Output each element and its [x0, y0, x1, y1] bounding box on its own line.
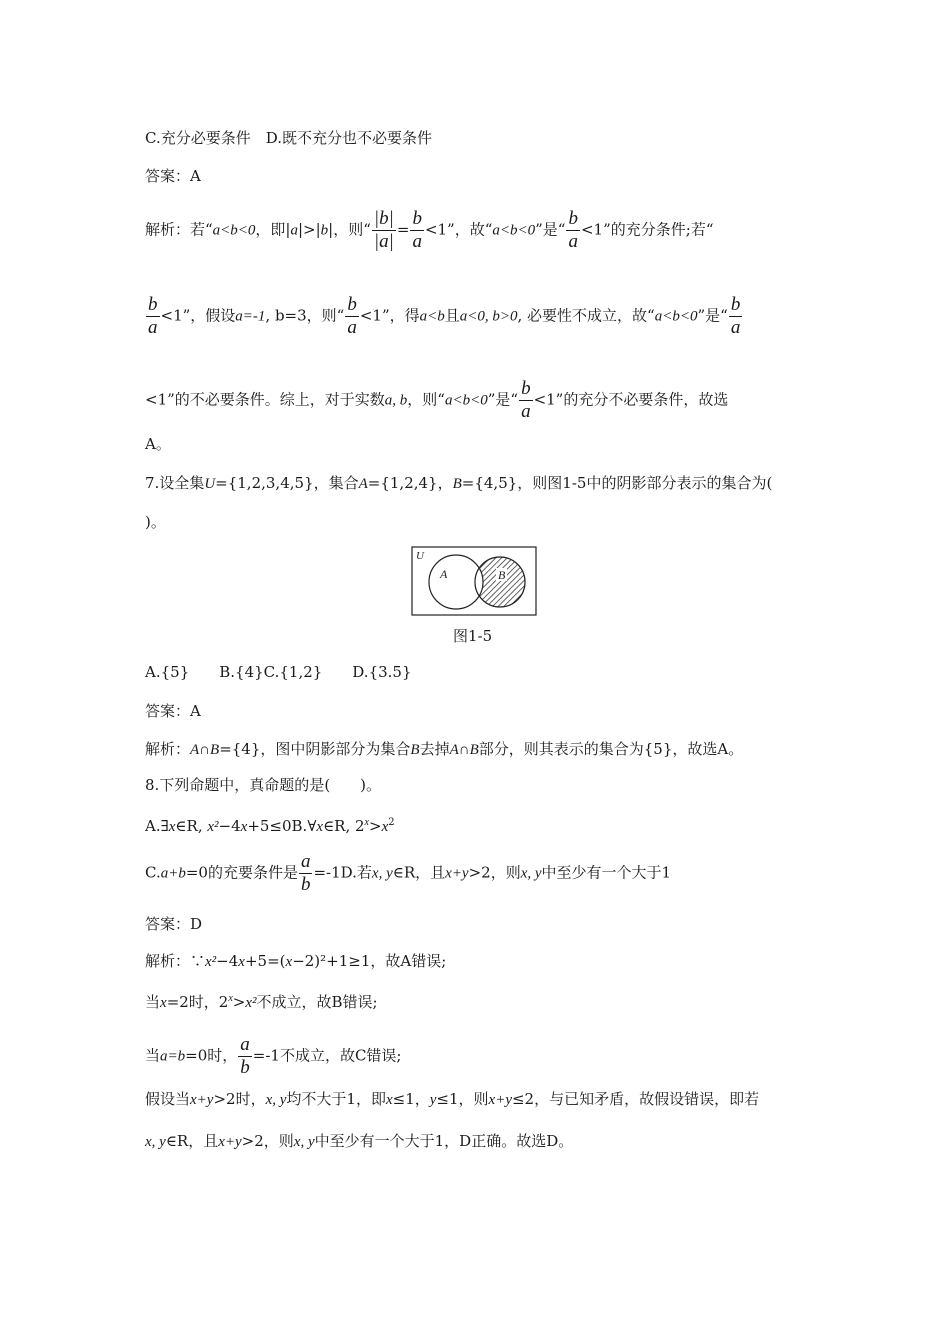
text: 当: [145, 1046, 161, 1065]
text: , b=3，则“: [265, 306, 345, 325]
venn-label-a: A: [440, 567, 448, 581]
figure-caption: 图1-5: [453, 627, 493, 645]
q6-solution-line2: [145, 294, 743, 339]
denominator: a: [568, 231, 578, 252]
fraction-b-over-a: [729, 294, 743, 339]
text: |，则“: [328, 220, 371, 239]
math: A: [358, 476, 368, 492]
text: >: [369, 817, 382, 835]
math: a<0, b>0: [459, 308, 518, 325]
text: <1”的不必要条件。综上，对于实数: [145, 390, 385, 409]
math: x, y: [145, 1134, 166, 1150]
math: B: [452, 476, 462, 492]
math: x, y: [520, 865, 542, 882]
text: ∈R, 2: [323, 817, 365, 835]
text: 均不大于1，即: [286, 1090, 386, 1108]
math: x²: [245, 995, 257, 1011]
math: a<b<0: [654, 308, 698, 325]
text: 去掉: [419, 740, 450, 758]
text: 中至少有一个大于1，D正确。故选D。: [314, 1132, 574, 1150]
text: ”是“: [697, 306, 728, 325]
q7-stem-end: )。: [145, 513, 166, 531]
exponent: 2: [388, 817, 395, 828]
math: A∩B: [449, 742, 479, 758]
text: <1”，假设: [160, 306, 236, 325]
fraction-b-over-a: [146, 294, 160, 339]
q7-options: A.{5} B.{4}C.{1,2} D.{3.5}: [145, 663, 412, 681]
q6-options-cd: C.充分必要条件 D.既不充分也不必要条件: [145, 129, 432, 147]
math: x: [285, 954, 293, 970]
q8-solution-line4: [145, 1089, 759, 1110]
text: ∈R，且: [392, 863, 446, 882]
q6-solution-line1: 解析：若“a<b<0，即|a|>|b|，则“ $\frac{|b|}{|a|}$ = $\frac{b}{a}$ <1”，故“a<b<0”是“ $\frac{b}{a}$ <1”的充分条件;若“: [145, 208, 714, 252]
numerator: a: [300, 851, 311, 872]
math: x: [160, 995, 167, 1011]
math: x+y: [218, 1134, 242, 1150]
numerator: b: [148, 294, 158, 315]
math: a<b<0: [444, 392, 488, 409]
numerator: b: [347, 294, 357, 315]
text: <1”的充分条件;若“: [580, 220, 714, 239]
venn-diagram: [411, 546, 537, 616]
math: a<b: [419, 308, 445, 325]
venn-label-u: U: [416, 550, 424, 562]
text: ”是“: [487, 390, 519, 409]
text: >: [232, 993, 246, 1011]
venn-label-b: B: [498, 568, 506, 582]
math: x+y: [445, 865, 469, 882]
denominator: a: [148, 317, 158, 338]
q8-solution-line5: [145, 1131, 573, 1152]
denominator: b: [300, 874, 311, 895]
text: ={1,2,3,4,5}，集合: [215, 474, 359, 492]
math: x, y: [293, 1134, 315, 1150]
text: =0的充要条件是: [185, 863, 298, 882]
math: x: [228, 993, 233, 1004]
text: =0时，: [185, 1046, 238, 1065]
text: ∈R,: [175, 817, 208, 835]
q8-solution-line1: [145, 951, 446, 972]
q6-solution-line3: [145, 378, 728, 423]
q7-stem: [145, 473, 772, 494]
fraction-a-over-b: [299, 851, 313, 896]
text: =-1D.若: [313, 863, 372, 882]
text: =2时，2: [166, 993, 229, 1011]
text: 且: [444, 306, 460, 325]
math: a<b<0: [492, 222, 536, 239]
math: x: [316, 819, 324, 835]
text: ，则“: [407, 390, 445, 409]
text: ∈R，且: [165, 1132, 219, 1150]
math: A∩B: [190, 742, 220, 758]
q8-stem: 8.下列命题中，真命题的是( )。: [145, 776, 382, 794]
text: C.: [145, 863, 161, 882]
fraction-a-over-b: [238, 1034, 252, 1079]
fraction-b-over-a: [345, 294, 359, 339]
math: x: [240, 819, 248, 835]
math: U: [204, 476, 216, 492]
text: +5≤0B.∀: [247, 817, 317, 835]
denominator: b: [240, 1057, 250, 1078]
text: 解析：若“: [145, 220, 213, 239]
text: ≤1，则: [436, 1090, 489, 1108]
text: =-1不成立，故C错误;: [252, 1046, 402, 1065]
text: 不成立，故B错误;: [256, 993, 378, 1011]
numerator: b: [412, 208, 422, 229]
text: ={4,5}，则图1-5中的阴影部分表示的集合为(: [461, 474, 773, 492]
math: x, y: [265, 1092, 287, 1108]
text: 解析：∵: [145, 952, 206, 970]
text: −4: [218, 817, 241, 835]
q7-solution: [145, 739, 743, 760]
q6-solution-line4: A。: [145, 435, 171, 453]
math: x+y: [488, 1092, 512, 1108]
math: x, y: [371, 865, 393, 882]
math: a: [290, 222, 298, 239]
denominator: a: [347, 317, 357, 338]
q8-answer: 答案：D: [145, 915, 203, 933]
q8-options-ab: [145, 813, 395, 837]
math: x: [381, 819, 389, 835]
text: ，即|: [255, 220, 291, 239]
text: A.∃: [145, 817, 169, 835]
text: |>|: [297, 220, 321, 239]
text: −2)²+1≥1，故A错误;: [292, 952, 447, 970]
text: 中至少有一个大于1: [541, 863, 672, 882]
text: ={1,2,4}，: [367, 474, 453, 492]
text: ”是“: [535, 220, 566, 239]
math: a, b: [384, 392, 408, 409]
math: y: [429, 1092, 437, 1108]
q8-options-cd: [145, 851, 671, 896]
text: ≤1，: [392, 1090, 430, 1108]
text: ={4}，图中阴影部分为集合: [219, 740, 411, 758]
text: +5=(: [244, 952, 286, 970]
text: , 必要性不成立，故“: [517, 306, 655, 325]
text: ≤2，与已知矛盾，故假设错误，即若: [511, 1090, 760, 1108]
text: >2，则: [468, 863, 521, 882]
text: <1”，得: [359, 306, 420, 325]
q6-answer: 答案：A: [145, 167, 201, 185]
q8-solution-line2: [145, 989, 378, 1013]
math: x: [238, 954, 245, 970]
text: <1”，故“: [424, 220, 493, 239]
text: −4: [216, 952, 239, 970]
denominator: a: [730, 317, 741, 338]
numerator: b: [521, 378, 531, 399]
numerator: b: [730, 294, 741, 315]
math: a<b<0: [212, 222, 256, 239]
denominator: a: [521, 401, 531, 422]
fraction-absb-over-absa: [372, 208, 396, 253]
text: >2时，: [213, 1090, 266, 1108]
math: x: [168, 819, 176, 835]
math: a=b: [160, 1048, 186, 1065]
math: b: [320, 222, 329, 239]
text: <1”的充分不必要条件，故选: [533, 390, 729, 409]
math: x²: [207, 819, 219, 835]
numerator: a: [240, 1034, 250, 1055]
numerator: b: [568, 208, 578, 229]
text: 7.设全集: [145, 474, 205, 492]
numerator: |b|: [373, 208, 394, 229]
math: a+b: [160, 865, 186, 882]
math: x: [364, 817, 369, 828]
math: x: [385, 1092, 393, 1108]
fraction-b-over-a: [519, 378, 533, 423]
denominator: |a|: [373, 231, 394, 252]
math: B: [410, 742, 420, 758]
fraction-b-over-a: [566, 208, 580, 253]
fraction-b-over-a: [410, 208, 424, 253]
q8-solution-line3: [145, 1034, 401, 1079]
text: 解析：: [145, 740, 191, 758]
text: 部分，则其表示的集合为{5}，故选A。: [478, 740, 744, 758]
text: >2，则: [241, 1132, 294, 1150]
math: x²: [205, 954, 217, 970]
math: x+y: [190, 1092, 214, 1108]
text: 假设当: [145, 1090, 191, 1108]
q7-answer: 答案：A: [145, 702, 201, 720]
math: a=-1: [235, 308, 266, 325]
denominator: a: [412, 231, 422, 252]
text: 当: [145, 993, 161, 1011]
